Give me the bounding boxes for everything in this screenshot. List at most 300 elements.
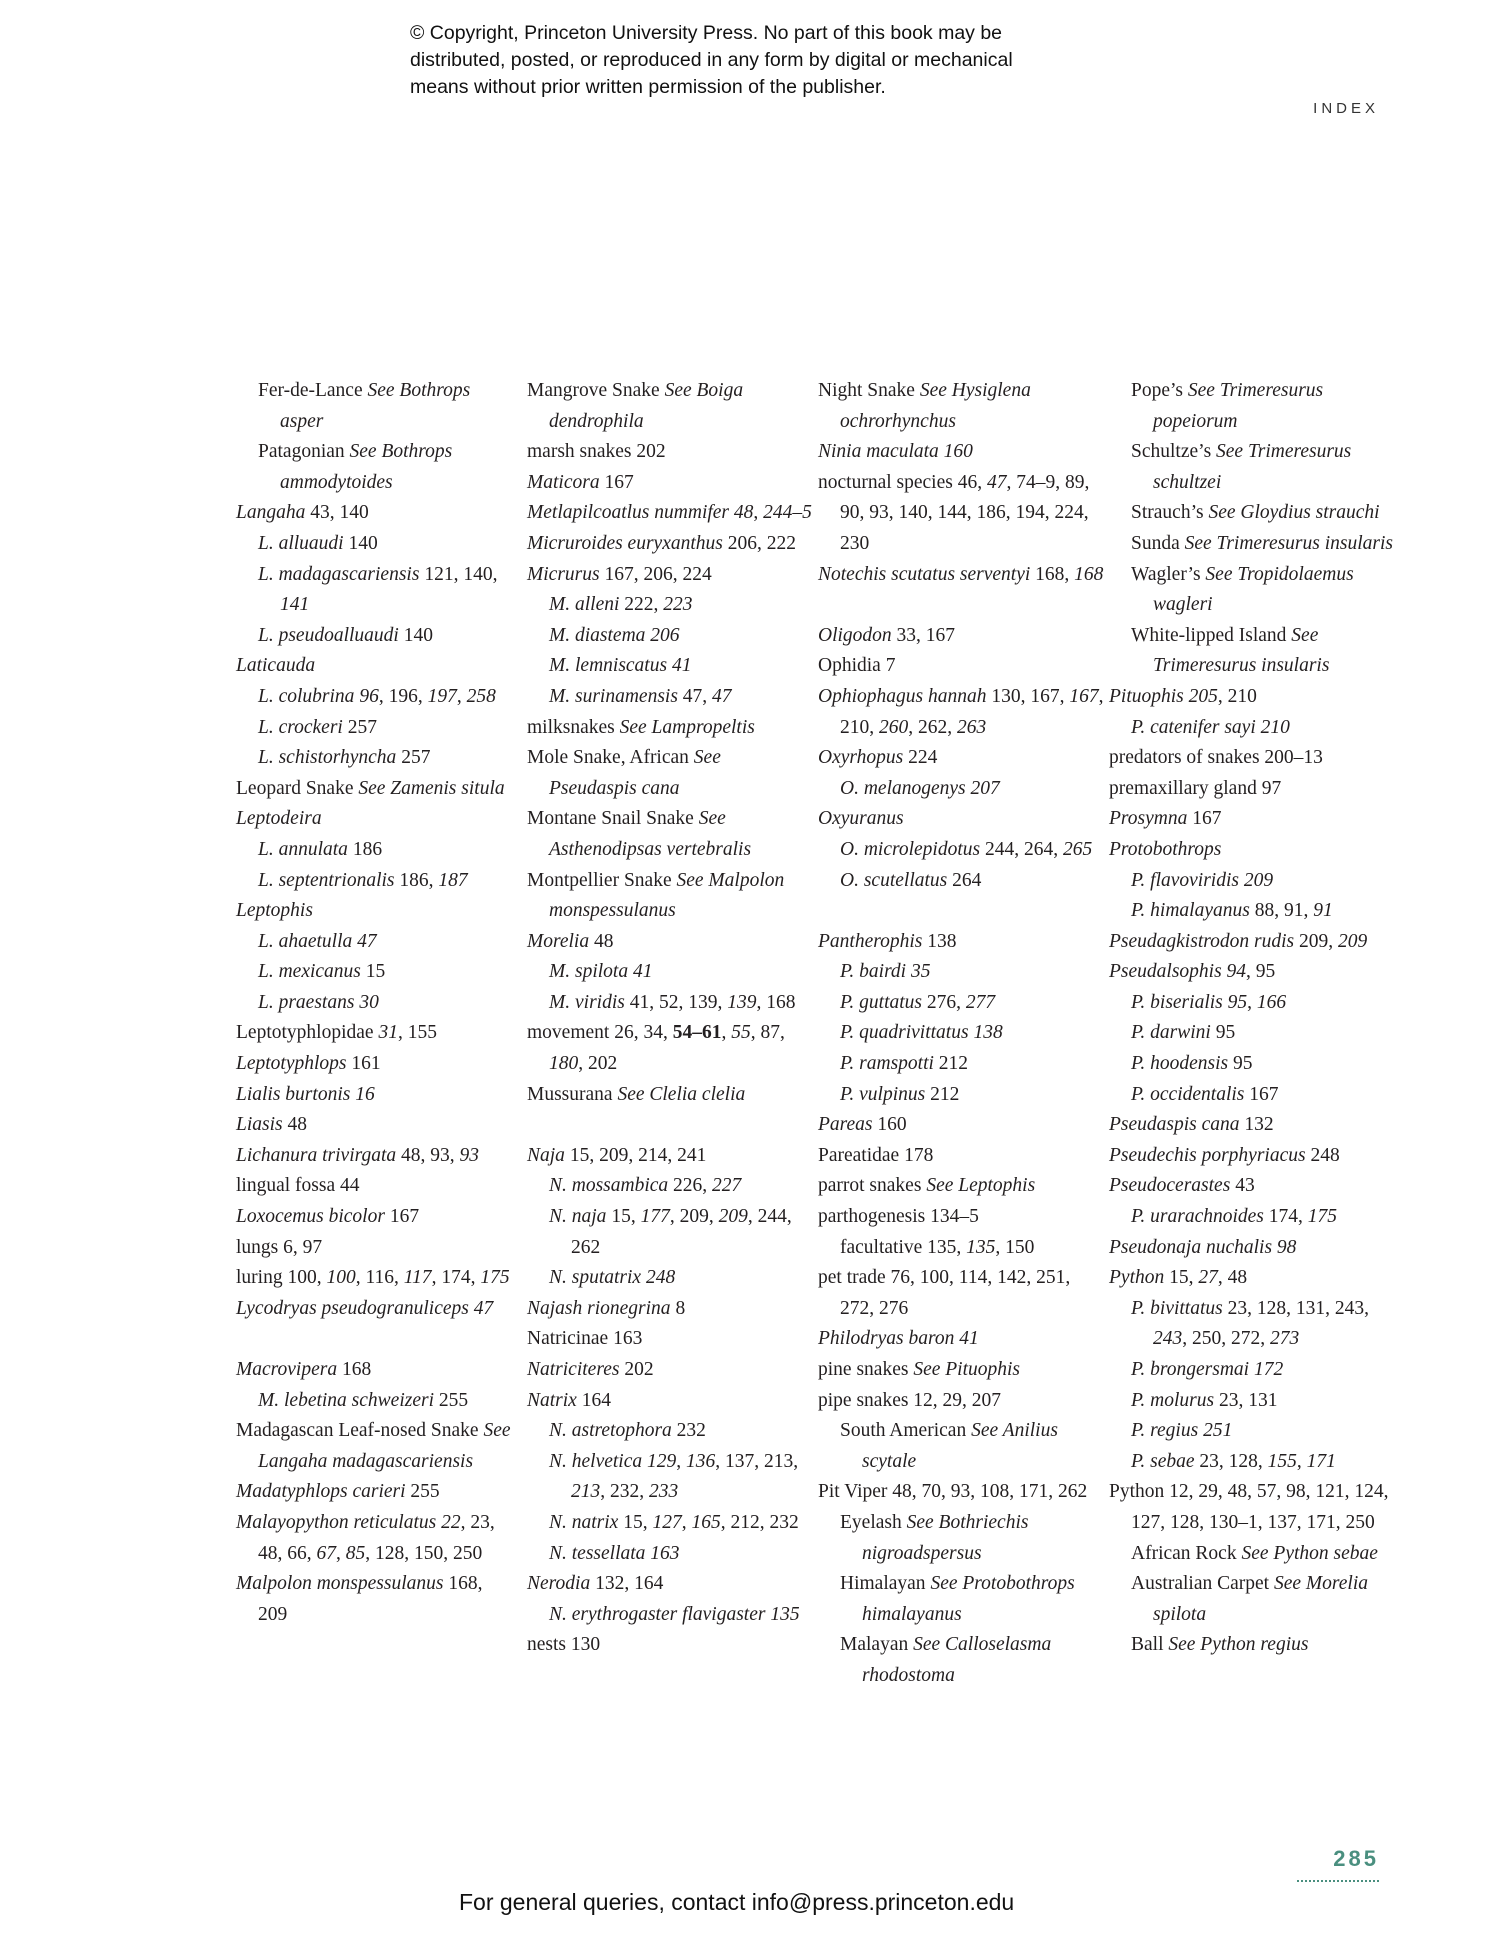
index-subentry xyxy=(1109,1386,1399,1417)
entry-text: 255 xyxy=(434,1389,469,1411)
entry-text: luring 100, xyxy=(236,1267,327,1289)
entry-text: P. ramspotti xyxy=(840,1053,934,1075)
entry-text: Montpellier Snake xyxy=(527,869,677,891)
entry-text: , 128, 150, 250 xyxy=(365,1542,483,1564)
index-entry xyxy=(818,621,1108,652)
entry-text: milksnakes xyxy=(527,716,620,738)
entry-text: See Hysiglena ochrorhynchus xyxy=(840,380,1031,432)
index-entry xyxy=(1109,743,1399,774)
entry-text: 175 xyxy=(1307,1206,1338,1228)
index-subentry xyxy=(1109,1355,1399,1386)
index-entry xyxy=(1109,1477,1399,1538)
entry-text: , 250, 272, xyxy=(1182,1328,1270,1350)
entry-text: Maticora xyxy=(527,471,600,493)
entry-text: See Calloselasma rhodostoma xyxy=(862,1634,1052,1686)
entry-text: Prosymna xyxy=(1109,808,1188,830)
entry-text: See Bothrops asper xyxy=(280,380,471,432)
index-entry xyxy=(236,1263,516,1294)
entry-text: See Zamenis situla xyxy=(358,777,505,799)
entry-text: See Trimeresurus insularis xyxy=(1153,624,1330,677)
entry-text: movement 26, 34, xyxy=(527,1022,673,1044)
index-entry xyxy=(818,1110,1108,1141)
index-subentry xyxy=(1109,376,1399,437)
entry-text: , 210, xyxy=(840,685,1104,738)
entry-text: Himalayan xyxy=(840,1573,931,1595)
entry-text: N. mossambica xyxy=(549,1175,669,1197)
entry-text: 30 xyxy=(359,991,379,1013)
index-subentry xyxy=(1109,1202,1399,1233)
entry-text: See Trimeresurus schultzei xyxy=(1153,441,1352,493)
entry-text: P. bivittatus xyxy=(1131,1297,1223,1319)
entry-text: Leptophis xyxy=(236,900,313,922)
entry-text: P. hoodensis xyxy=(1131,1053,1229,1075)
entry-text: L. schistorhyncha xyxy=(258,747,397,769)
entry-text: 43 xyxy=(1230,1175,1255,1197)
index-subentry xyxy=(1109,1447,1399,1478)
entry-text: 226, xyxy=(668,1175,713,1197)
index-entry xyxy=(527,1018,812,1079)
index-subentry xyxy=(236,560,516,621)
index-entry xyxy=(818,1141,1108,1172)
entry-text: , xyxy=(1296,1450,1307,1472)
index-entry xyxy=(818,437,1108,468)
entry-text: Sunda xyxy=(1131,532,1185,554)
entry-text: 93 xyxy=(459,1144,480,1166)
index-entry xyxy=(527,713,812,744)
entry-text: M. lebetina schweizeri xyxy=(258,1389,435,1411)
index-entry xyxy=(1109,1233,1399,1264)
entry-text: 224 xyxy=(903,747,938,769)
entry-text: See Langaha madagascariensis xyxy=(258,1420,511,1472)
entry-text: Metlapilcoatlus nummifer xyxy=(527,502,730,524)
entry-text: 232 xyxy=(671,1420,706,1442)
index-subentry xyxy=(1109,1049,1399,1080)
index-entry xyxy=(236,1049,516,1080)
entry-text: 94 xyxy=(1226,961,1247,983)
index-subentry xyxy=(236,927,516,958)
index-entry xyxy=(236,1508,516,1569)
entry-text: 33, 167 xyxy=(891,624,956,646)
entry-text: , xyxy=(676,1450,687,1472)
entry-text: Malayopython reticulatus xyxy=(236,1511,437,1533)
index-entry xyxy=(818,743,1108,774)
entry-text: 47 xyxy=(712,685,732,707)
entry-text: P. brongersmai xyxy=(1131,1359,1250,1380)
index-subentry xyxy=(1109,1080,1399,1111)
entry-text: Montane Snail Snake xyxy=(527,808,699,830)
entry-text: parthogenesis 134–5 xyxy=(818,1206,979,1228)
entry-text: 48 xyxy=(733,502,754,524)
entry-text: Nerodia xyxy=(527,1573,591,1595)
entry-text: 129 xyxy=(647,1450,677,1472)
index-entry xyxy=(818,682,1108,743)
index-entry xyxy=(527,498,812,529)
entry-text: 41 xyxy=(959,1328,979,1350)
index-subentry xyxy=(236,866,516,897)
entry-text: 187 xyxy=(438,869,468,891)
entry-text: 276, xyxy=(922,991,966,1013)
entry-text: Laticauda xyxy=(236,655,316,677)
entry-text: See Bothriechis nigroadspersus xyxy=(862,1511,1029,1564)
entry-text: 209 xyxy=(1337,930,1368,952)
index-entry xyxy=(818,1324,1108,1355)
entry-text: 277 xyxy=(965,991,996,1013)
entry-text: See Python regius xyxy=(1168,1634,1309,1656)
entry-text: 207 xyxy=(970,777,1000,799)
entry-text: Lichanura trivirgata xyxy=(236,1144,397,1166)
index-subentry xyxy=(527,1600,812,1631)
entry-text: M. surinamensis xyxy=(549,685,678,707)
entry-text: 8 xyxy=(670,1297,686,1319)
index-subentry xyxy=(818,866,1108,897)
index-entry xyxy=(236,1171,516,1202)
entry-text: , 174, xyxy=(431,1267,481,1289)
entry-text: Oligodon xyxy=(818,624,892,646)
letter-section-gap xyxy=(818,896,1108,927)
entry-text: 47 xyxy=(357,930,377,952)
entry-text: nests 130 xyxy=(527,1634,601,1656)
index-entry xyxy=(236,1018,516,1049)
entry-text: L. mexicanus xyxy=(258,961,361,983)
entry-text: 67 xyxy=(316,1542,336,1564)
index-subentry xyxy=(1109,1569,1399,1630)
entry-text: , 116, xyxy=(355,1267,404,1289)
entry-text: 130, 167, xyxy=(986,685,1070,707)
entry-text: See Morelia spilota xyxy=(1153,1573,1369,1625)
index-entry xyxy=(1109,957,1399,988)
entry-text: 222, xyxy=(619,594,664,616)
entry-text: South American xyxy=(840,1420,972,1442)
index-subentry xyxy=(527,1171,812,1202)
index-subentry xyxy=(527,1539,812,1570)
index-subentry xyxy=(818,1049,1108,1080)
entry-text: 167 xyxy=(1187,808,1222,830)
entry-text: Natriciteres xyxy=(527,1359,620,1380)
entry-text: 160 xyxy=(943,441,973,463)
entry-text: See Pituophis xyxy=(913,1359,1021,1380)
index-subentry xyxy=(236,1386,516,1417)
index-subentry xyxy=(236,835,516,866)
entry-text: 140 xyxy=(343,532,378,554)
entry-text: Ball xyxy=(1131,1634,1169,1656)
index-entry xyxy=(236,1416,516,1477)
entry-text: 15, xyxy=(618,1511,653,1533)
entry-text: See Trimeresurus insularis xyxy=(1184,532,1394,554)
entry-text: O. microlepidotus xyxy=(840,838,981,860)
entry-text: 255 xyxy=(405,1481,440,1503)
entry-text: 233 xyxy=(649,1481,679,1503)
entry-text: 117 xyxy=(403,1267,432,1289)
entry-text: 15, xyxy=(606,1206,641,1228)
entry-text: 15 xyxy=(360,961,386,983)
entry-text: African Rock xyxy=(1131,1542,1242,1564)
entry-text: N. naja xyxy=(549,1206,607,1228)
entry-text: N. erythrogaster flavigaster xyxy=(549,1603,766,1625)
index-entry xyxy=(236,1141,516,1172)
entry-text: 209 xyxy=(1243,869,1274,891)
entry-text: Madatyphlops carieri xyxy=(236,1481,406,1503)
index-entry xyxy=(818,1386,1108,1417)
entry-text: predators of snakes 200–13 xyxy=(1109,747,1323,769)
entry-text: Notechis scutatus serventyi xyxy=(818,563,1031,585)
entry-text: nocturnal species 46, xyxy=(818,471,987,493)
entry-text: , 209, xyxy=(669,1206,719,1228)
entry-text: Najash rionegrina xyxy=(527,1297,671,1319)
entry-text: parrot snakes xyxy=(818,1175,927,1197)
entry-text: L. colubrina xyxy=(258,685,355,707)
entry-text: , 137, 213, xyxy=(715,1450,799,1472)
entry-text: N. helvetica xyxy=(549,1450,643,1472)
entry-text: 88, 91, xyxy=(1249,900,1314,922)
entry-text: 47, xyxy=(677,685,713,707)
index-subentry xyxy=(527,1416,812,1447)
entry-text: Pantherophis xyxy=(818,930,923,952)
entry-text: M. diastema xyxy=(549,624,646,646)
entry-text: 210 xyxy=(1260,716,1290,738)
index-entry xyxy=(527,866,812,927)
index-subentry xyxy=(236,376,516,437)
entry-text: P. flavoviridis xyxy=(1131,869,1239,891)
index-entry xyxy=(236,1477,516,1508)
entry-text: pet trade 76, 100, 114, 142, 251, 272, 276 xyxy=(818,1267,1071,1319)
index-subentry xyxy=(527,988,812,1019)
entry-text: L. septentrionalis xyxy=(258,869,395,891)
entry-text: , 244, 262 xyxy=(571,1206,792,1258)
index-entry xyxy=(818,1171,1108,1202)
entry-text: P. occidentalis xyxy=(1131,1083,1245,1105)
entry-text: 251 xyxy=(1203,1420,1233,1442)
index-subentry xyxy=(1109,988,1399,1019)
entry-text: L. annulata xyxy=(258,838,348,860)
entry-text: 186, xyxy=(394,869,439,891)
entry-text: Oxyrhopus xyxy=(818,747,904,769)
entry-text: 140 xyxy=(398,624,433,646)
index-entry xyxy=(818,376,1108,437)
index-subentry xyxy=(818,1416,1108,1477)
entry-text: 135 xyxy=(770,1603,800,1625)
index-entry xyxy=(236,1110,516,1141)
entry-text: 15, 209, 214, 241 xyxy=(564,1144,707,1166)
index-subentry xyxy=(818,957,1108,988)
entry-text: See Malpolon monspessulanus xyxy=(549,869,785,922)
entry-text: See Anilius scytale xyxy=(862,1420,1058,1472)
entry-text: 165 xyxy=(691,1511,721,1533)
entry-text: 244–5 xyxy=(763,502,812,524)
entry-text: Fer-de-Lance xyxy=(258,380,368,401)
entry-text: 95 xyxy=(1228,1053,1253,1075)
entry-text: Australian Carpet xyxy=(1131,1573,1274,1595)
entry-text: 227 xyxy=(712,1175,742,1197)
entry-text: 141 xyxy=(280,594,310,616)
entry-text: 121, 140, xyxy=(419,563,498,585)
entry-text: M. lemniscatus xyxy=(549,655,668,677)
entry-text: , xyxy=(753,502,764,524)
entry-text: Pope’s xyxy=(1131,380,1188,401)
index-subentry xyxy=(1109,866,1399,897)
entry-text: 168 xyxy=(337,1359,372,1380)
entry-text: P. quadrivittatus xyxy=(840,1022,969,1044)
entry-text: L. ahaetulla xyxy=(258,930,353,952)
entry-text: M. spilota xyxy=(549,961,629,983)
index-subentry xyxy=(818,1233,1108,1264)
entry-text: See Gloydius strauchi xyxy=(1208,502,1380,524)
index-entry xyxy=(527,1569,812,1600)
index-entry xyxy=(236,1233,516,1264)
index-subentry xyxy=(1109,1416,1399,1447)
entry-text: See Tropidolaemus wagleri xyxy=(1153,563,1354,616)
copyright-line: means without prior written permission of the publisher. xyxy=(410,76,886,98)
letter-section-gap xyxy=(236,1324,516,1355)
entry-text: Schultze’s xyxy=(1131,441,1217,463)
entry-text: 206 xyxy=(650,624,680,646)
entry-text: Malayan xyxy=(840,1634,914,1656)
entry-text: Patagonian xyxy=(258,441,350,463)
copyright-notice xyxy=(410,20,1130,101)
index-entry xyxy=(527,468,812,499)
entry-text: 132 xyxy=(1239,1114,1274,1136)
entry-text: pipe snakes 12, 29, 207 xyxy=(818,1389,1002,1411)
letter-section-gap xyxy=(818,590,1108,621)
entry-text: 265 xyxy=(1062,838,1093,860)
entry-text: 186 xyxy=(347,838,383,860)
index-subentry xyxy=(818,988,1108,1019)
index-entry xyxy=(527,1630,812,1661)
entry-text: 48, 93, xyxy=(396,1144,460,1166)
entry-text: Protobothrops xyxy=(1109,838,1222,860)
index-subentry xyxy=(1109,1018,1399,1049)
entry-text: 139 xyxy=(727,991,757,1013)
entry-text: P. sebae xyxy=(1131,1450,1195,1472)
entry-text: 55 xyxy=(731,1022,751,1044)
entry-text: , 212, 232 xyxy=(720,1511,799,1533)
entry-text: 260 xyxy=(879,716,909,738)
entry-text: , 87, xyxy=(750,1022,785,1044)
entry-text: , 196, xyxy=(378,685,428,707)
entry-text: , 74–9, 89, 90, 93, 140, 144, 186, 194, 224, 230 xyxy=(840,471,1090,554)
entry-text: 160 xyxy=(872,1114,907,1136)
entry-text: 138 xyxy=(973,1022,1003,1044)
entry-text: , 210 xyxy=(1217,685,1257,707)
entry-text: 135 xyxy=(966,1236,996,1258)
index-subentry xyxy=(236,988,516,1019)
entry-text: 213 xyxy=(571,1481,601,1503)
entry-text: Pseudalsophis xyxy=(1109,961,1222,983)
entry-text: marsh snakes 202 xyxy=(527,441,666,463)
entry-text: , 262, xyxy=(908,716,957,738)
entry-text: 91 xyxy=(1313,900,1333,922)
entry-text: Langaha xyxy=(236,502,306,524)
entry-text: P. molurus xyxy=(1131,1389,1215,1411)
index-entry xyxy=(818,1263,1108,1324)
entry-text: 168 xyxy=(1074,563,1104,585)
index-entry xyxy=(527,1141,812,1172)
index-subentry xyxy=(818,1080,1108,1111)
entry-text: 15, xyxy=(1164,1267,1199,1289)
entry-text: , xyxy=(681,1511,692,1533)
entry-text: 16 xyxy=(355,1083,375,1105)
entry-text: Pseudocerastes xyxy=(1109,1175,1231,1197)
entry-text: N. tessellata xyxy=(549,1542,646,1564)
index-subentry xyxy=(527,1202,812,1263)
index-entry xyxy=(527,376,812,437)
entry-text: M. alleni xyxy=(549,594,620,616)
entry-text: 41 xyxy=(671,655,692,677)
index-subentry xyxy=(236,529,516,560)
index-entry xyxy=(1109,835,1399,866)
entry-text: 209, xyxy=(1294,930,1338,952)
entry-text: Strauch’s xyxy=(1131,502,1209,524)
entry-text: facultative 135, xyxy=(840,1236,967,1258)
index-entry xyxy=(818,1477,1108,1508)
entry-text: Micrurus xyxy=(527,563,600,585)
entry-text: Python 12, 29, 48, 57, 98, 121, 124, 127, 128, 130–1, 137, 171, 250 xyxy=(1109,1481,1389,1533)
index-subentry xyxy=(1109,1294,1399,1355)
index-subentry xyxy=(527,1263,812,1294)
entry-text: Leptodeira xyxy=(236,808,322,830)
entry-text: P. himalayanus xyxy=(1131,900,1250,922)
entry-text: 244, 264, xyxy=(980,838,1063,860)
entry-text: 168, 209 xyxy=(258,1573,483,1625)
entry-text: 258 xyxy=(466,685,496,707)
index-entry xyxy=(1109,1110,1399,1141)
entry-text: See Leptophis xyxy=(926,1175,1036,1197)
entry-text: 41 xyxy=(632,961,653,983)
index-entry xyxy=(1109,1141,1399,1172)
entry-text: Mangrove Snake xyxy=(527,380,665,401)
entry-text: , xyxy=(1247,991,1257,1013)
entry-text: , xyxy=(721,1022,732,1044)
index-subentry xyxy=(818,1630,1108,1691)
entry-text: 273 xyxy=(1270,1328,1300,1350)
entry-text: See Bothrops ammodytoides xyxy=(280,441,453,493)
entry-text: N. astretophora xyxy=(549,1420,672,1442)
index-entry xyxy=(527,1355,812,1386)
entry-text: Pareatidae 178 xyxy=(818,1144,934,1166)
entry-text: , xyxy=(336,1542,346,1564)
index-entry xyxy=(818,804,1108,835)
index-entry xyxy=(1109,1263,1399,1294)
entry-text: 166 xyxy=(1256,991,1287,1013)
entry-text: 155 xyxy=(1267,1450,1297,1472)
entry-text: 98 xyxy=(1276,1236,1297,1258)
entry-text: Pseudagkistrodon rudis xyxy=(1109,930,1295,952)
index-subentry xyxy=(1109,529,1399,560)
entry-text: 163 xyxy=(650,1542,680,1564)
entry-text: 257 xyxy=(342,716,377,738)
entry-text: lungs 6, 97 xyxy=(236,1236,323,1258)
entry-text: 132, 164 xyxy=(590,1573,664,1595)
entry-text: pine snakes xyxy=(818,1359,914,1380)
index-subentry xyxy=(236,957,516,988)
contact-footer: For general queries, contact info@press.princeton.edu xyxy=(459,1889,1015,1915)
copyright-line: © Copyright, Princeton University Press. No part of this book may be xyxy=(410,22,1003,44)
entry-text: , 23, 48, 66, xyxy=(258,1511,495,1564)
entry-text: White-lipped Island xyxy=(1131,624,1292,646)
entry-text: Lialis burtonis xyxy=(236,1083,351,1105)
entry-text: 248 xyxy=(645,1267,676,1289)
entry-text: 177 xyxy=(640,1206,670,1228)
entry-text: P. regius xyxy=(1131,1420,1199,1442)
index-entry xyxy=(1109,682,1399,713)
entry-text: O. melanogenys xyxy=(840,777,966,799)
index-subentry xyxy=(1109,621,1399,682)
copyright-line: distributed, posted, or reproduced in any form by digital or mechanical xyxy=(410,49,1013,71)
entry-text: Ophiophagus hannah xyxy=(818,685,987,707)
entry-text: Oxyuranus xyxy=(818,808,904,830)
index-column-2 xyxy=(527,376,812,1661)
entry-text: 257 xyxy=(396,747,431,769)
entry-text: O. scutellatus xyxy=(840,869,948,891)
